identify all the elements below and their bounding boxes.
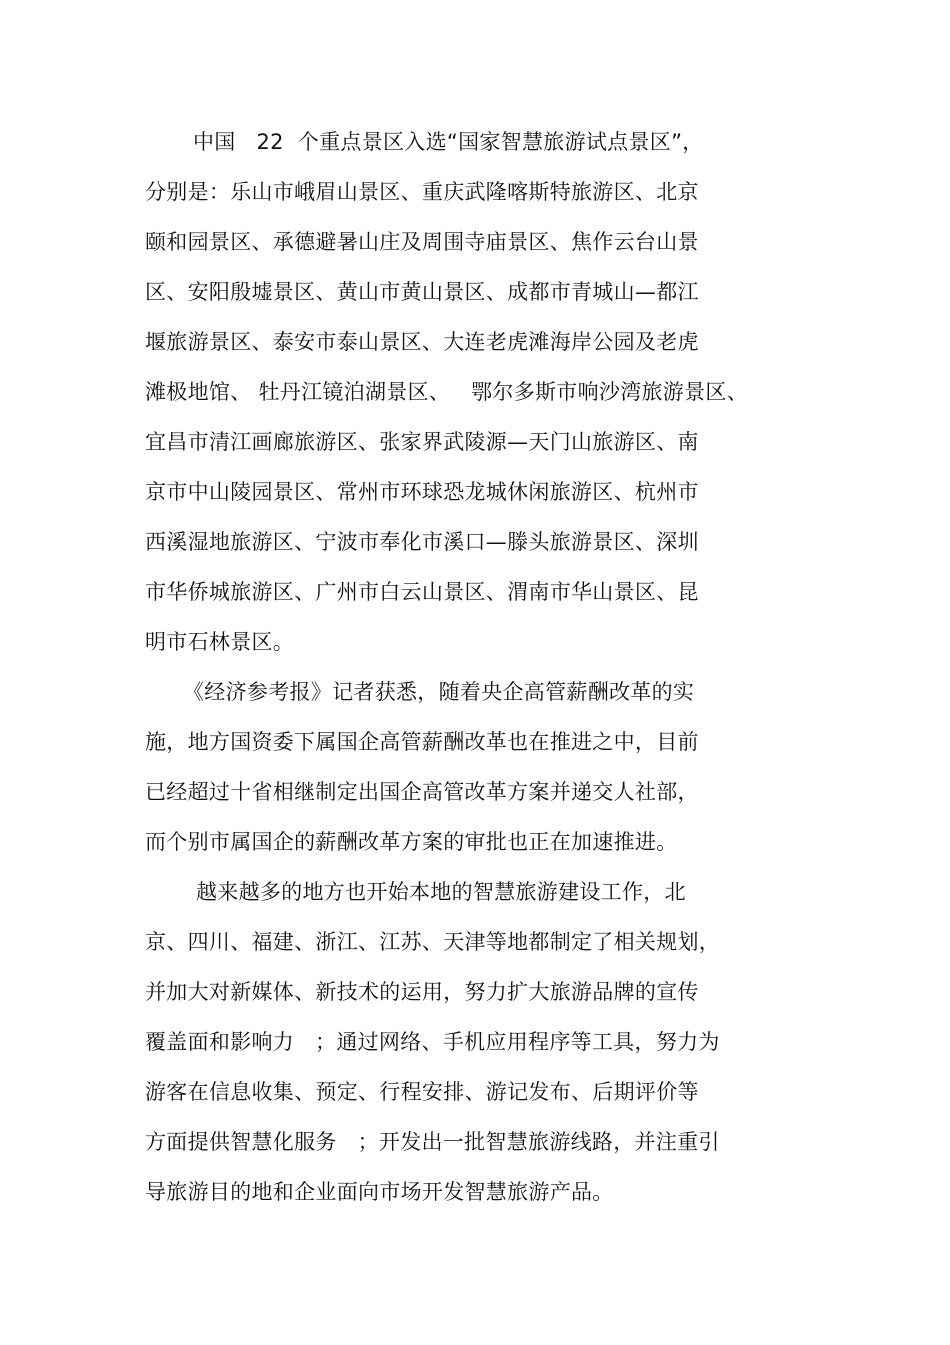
paragraph-line: 分别是：乐山市峨眉山景区、重庆武隆喀斯特旅游区、北京 — [145, 180, 699, 204]
paragraph-line: 京、四川、福建、浙江、江苏、天津等地都制定了相关规划， — [145, 930, 721, 954]
paragraph-line: 京市中山陵园景区、常州市环球恐龙城休闲旅游区、杭州市 — [145, 480, 699, 504]
paragraph-line: 施，地方国资委下属国企高管薪酬改革也在推进之中，目前 — [145, 730, 699, 754]
paragraph-line: 堰旅游景区、泰安市泰山景区、大连老虎滩海岸公园及老虎 — [145, 330, 699, 354]
paragraph-line: 西溪湿地旅游区、宁波市奉化市溪口—滕头旅游景区、深圳 — [145, 530, 699, 554]
paragraph-line: 明市石林景区。 — [145, 630, 295, 654]
paragraph-line: 游客在信息收集、预定、行程安排、游记发布、后期评价等 — [145, 1080, 699, 1104]
paragraph-line: 已经超过十省相继制定出国企高管改革方案并递交人社部， — [145, 780, 699, 804]
paragraph-line: 越来越多的地方也开始本地的智慧旅游建设工作，北 — [196, 880, 686, 904]
paragraph-line: 而个别市属国企的薪酬改革方案的审批也正在加速推进。 — [145, 830, 678, 854]
paragraph-line: 导旅游目的地和企业面向市场开发智慧旅游产品。 — [145, 1180, 614, 1204]
paragraph-line: 《经济参考报》记者获悉，随着央企高管薪酬改革的实 — [183, 680, 695, 704]
paragraph-line: 滩极地馆、 牡丹江镜泊湖景区、 鄂尔多斯市响沙湾旅游景区、 — [145, 380, 748, 404]
paragraph-line: 宜昌市清江画廊旅游区、张家界武陵源—天门山旅游区、南 — [145, 430, 699, 454]
paragraph-line: 方面提供智慧化服务 ；开发出一批智慧旅游线路，并注重引 — [145, 1130, 720, 1154]
paragraph-line: 并加大对新媒体、新技术的运用，努力扩大旅游品牌的宣传 — [145, 980, 699, 1004]
paragraph-line: 覆盖面和影响力 ；通过网络、手机应用程序等工具，努力为 — [145, 1030, 720, 1054]
paragraph-line: 市华侨城旅游区、广州市白云山景区、渭南市华山景区、昆 — [145, 580, 699, 604]
paragraph-line: 区、安阳殷墟景区、黄山市黄山景区、成都市青城山—都江 — [145, 280, 699, 304]
paragraph-line: 中国 22 个重点景区入选“国家智慧旅游试点景区”， — [193, 130, 704, 154]
paragraph-line: 颐和园景区、承德避暑山庄及周围寺庙景区、焦作云台山景 — [145, 230, 699, 254]
